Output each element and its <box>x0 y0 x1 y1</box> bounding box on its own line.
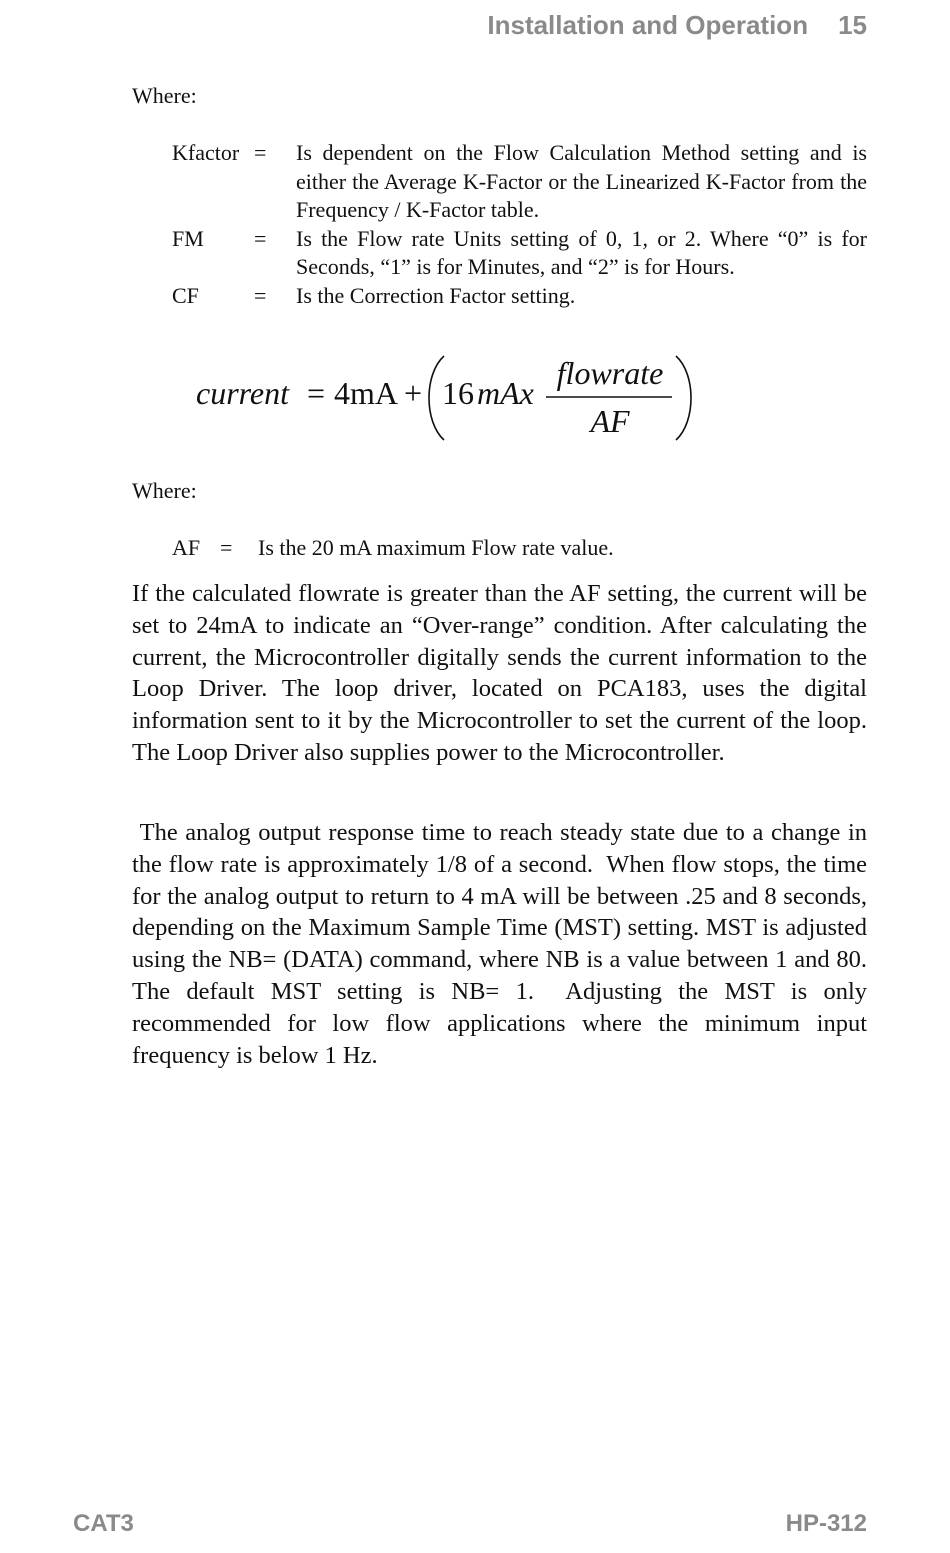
formula-coefficient-unit: mAx <box>477 375 534 411</box>
definition-term: Kfactor <box>172 140 240 165</box>
definition-equals: = <box>254 140 267 165</box>
page-header <box>487 10 867 41</box>
formula-lhs: current <box>196 375 290 411</box>
formula-plus: + <box>404 375 423 411</box>
definition-row-af <box>172 534 614 563</box>
footer-left: CAT3 <box>73 1510 134 1537</box>
definition-text: Is the 20 mA maximum Flow rate value. <box>258 535 614 560</box>
definition-row-fm <box>172 225 867 282</box>
definition-list <box>172 534 614 563</box>
formula-right-paren <box>676 356 691 440</box>
definition-equals: = <box>220 535 233 560</box>
where-label: Where: <box>132 478 197 503</box>
definition-text: Is dependent on the Flow Calculation Method setting and is either the Average K-Factor or the Linearized K-Factor from the Frequency / K-Factor table. <box>296 140 867 222</box>
paragraph-response-time: The analog output response time to reach steady state due to a change in the flow rate is approximately 1/8 of a second. When flow stops, the time for the analog output to return to 4 mA will be between .25 and 8 seconds, depending on the Maximum Sample Time (MST) setting. MST is adjusted using the NB= (DATA) command, where NB is a value between 1 and 80. The default MST setting is NB= 1. Adjusting the MST is only recommended for low flow applications where the minimum input frequency is below 1 Hz. <box>132 819 880 1069</box>
footer-right: HP-312 <box>785 1510 867 1537</box>
definition-term: AF <box>172 535 201 560</box>
formula-numerator: flowrate <box>556 355 664 391</box>
definition-list <box>172 139 867 310</box>
definition-text: Is the Flow rate Units setting of 0, 1, or 2. Where “0” is for Seconds, “1” is for Minutes, and “2” is for Hours. <box>296 225 867 279</box>
formula-term1: 4mA <box>334 375 398 411</box>
where-label: Where: <box>132 83 197 108</box>
paragraph-overrange: If the calculated flowrate is greater than the AF setting, the current will be set to 24mA to indicate an “Over-range” condition. After calculating the current, the Microcontroller digitally sends the current information to the Loop Driver. The loop driver, located on PCA183, uses the digital information sent to it by the Microcontroller to set the current of the loop. The Loop Driver also supplies power to the Microcontroller. <box>132 580 867 766</box>
definition-equals: = <box>254 282 267 308</box>
page-number: 15 <box>838 10 867 40</box>
definition-term: CF <box>172 282 199 308</box>
definition-row-kfactor <box>172 139 867 225</box>
section-title: Installation and Operation <box>487 10 809 40</box>
definition-equals: = <box>254 225 267 251</box>
definition-row-cf <box>172 282 867 311</box>
formula-equals: = <box>307 375 326 411</box>
definition-text: Is the Correction Factor setting. <box>296 282 576 308</box>
formula-denominator: AF <box>590 403 630 439</box>
definition-term: FM <box>172 225 204 251</box>
formula-coefficient: 16 <box>442 375 474 411</box>
current-formula <box>192 340 712 450</box>
